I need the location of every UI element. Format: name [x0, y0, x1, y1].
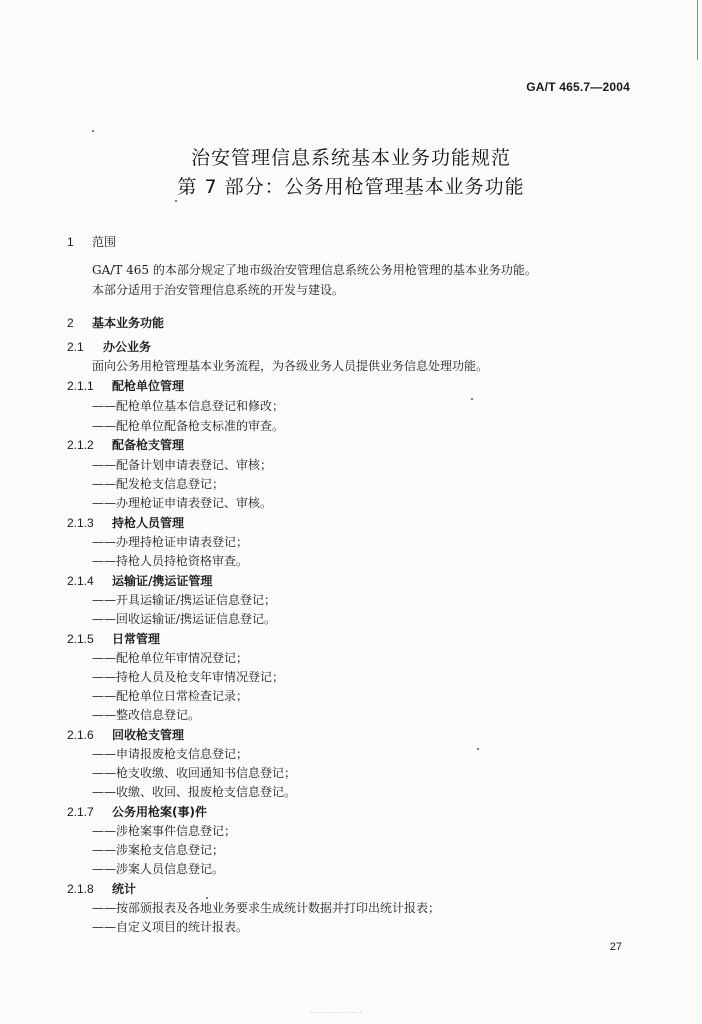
section-number: 2.1.3 — [67, 516, 94, 530]
list-item: ——配备计划申请表登记、审核； — [92, 458, 273, 472]
standard-code: GA/T 465.7—2004 — [526, 80, 630, 94]
list-item: ——整改信息登记。 — [92, 708, 201, 722]
list-item: ——持枪人员持枪资格审查。 — [92, 554, 249, 568]
list-item: ——按部颁报表及各地业务要求生成统计数据并打印出统计报表； — [92, 901, 441, 915]
list-item: ——办理持枪证申请表登记； — [92, 535, 249, 549]
list-item: ——回收运输证/携运证信息登记。 — [92, 612, 277, 626]
list-item: ——枪支收缴、收回通知书信息登记； — [92, 766, 297, 780]
list-item: ——配枪单位日常检查记录； — [92, 689, 249, 703]
footer-scan-mark: · · · · · · · · · · · · · · — [310, 1010, 362, 1017]
section-number: 2.1.8 — [67, 882, 94, 896]
document-subtitle: 第 7 部分：公务用枪管理基本业务功能 — [177, 176, 525, 198]
list-item: ——配枪单位年审情况登记； — [92, 651, 249, 665]
list-item: ——涉枪案事件信息登记； — [92, 824, 237, 838]
section-number: 2.1.5 — [67, 632, 94, 646]
section-heading: 公务用枪案(事)件 — [112, 805, 207, 819]
section-heading: 办公业务 — [103, 340, 152, 354]
scan-speck — [477, 748, 479, 750]
list-item: ——办理枪证申请表登记、审核。 — [92, 496, 273, 510]
section-number: 2.1 — [67, 340, 84, 354]
scan-speck — [206, 897, 208, 899]
scan-speck — [175, 200, 177, 202]
paragraph: GA/T 465 的本部分规定了地市级治安管理信息系统公务用枪管理的基本业务功能。 — [92, 263, 537, 277]
section-number: 2 — [67, 316, 74, 330]
section-number: 1 — [67, 235, 74, 249]
section-heading: 范围 — [92, 235, 117, 249]
section-heading: 持枪人员管理 — [112, 516, 185, 530]
section-heading: 统计 — [112, 882, 137, 896]
paragraph: 本部分适用于治安管理信息系统的开发与建设。 — [92, 283, 345, 297]
list-item: ——收缴、收回、报废枪支信息登记。 — [92, 785, 297, 799]
list-item: ——配枪单位基本信息登记和修改； — [92, 399, 285, 413]
list-item: ——配枪单位配备枪支标准的审查。 — [92, 419, 285, 433]
list-item: ——开具运输证/携运证信息登记； — [92, 593, 277, 607]
section-heading: 基本业务功能 — [92, 316, 165, 330]
section-number: 2.1.4 — [67, 574, 94, 588]
scan-speck — [92, 130, 94, 132]
section-heading: 配枪单位管理 — [112, 379, 185, 393]
section-number: 2.1.1 — [67, 379, 94, 393]
page-number: 27 — [609, 941, 622, 953]
list-item: ——持枪人员及枪支年审情况登记； — [92, 670, 285, 684]
scan-speck — [471, 398, 473, 400]
section-heading: 日常管理 — [112, 632, 161, 646]
document-title: 治安管理信息系统基本业务功能规范 — [190, 147, 511, 169]
section-number: 2.1.6 — [67, 728, 94, 742]
section-heading: 运输证/携运证管理 — [112, 574, 213, 588]
paragraph: 面向公务用枪管理基本业务流程，为各级业务人员提供业务信息处理功能。 — [92, 359, 489, 373]
section-heading: 回收枪支管理 — [112, 728, 185, 742]
section-number: 2.1.7 — [67, 805, 94, 819]
section-heading: 配备枪支管理 — [112, 438, 185, 452]
list-item: ——申请报废枪支信息登记； — [92, 747, 249, 761]
list-item: ——配发枪支信息登记； — [92, 477, 225, 491]
section-number: 2.1.2 — [67, 438, 94, 452]
list-item: ——涉案枪支信息登记； — [92, 843, 225, 857]
list-item: ——涉案人员信息登记。 — [92, 862, 225, 876]
list-item: ——自定义项目的统计报表。 — [92, 920, 249, 934]
page-edge-line — [697, 0, 698, 60]
